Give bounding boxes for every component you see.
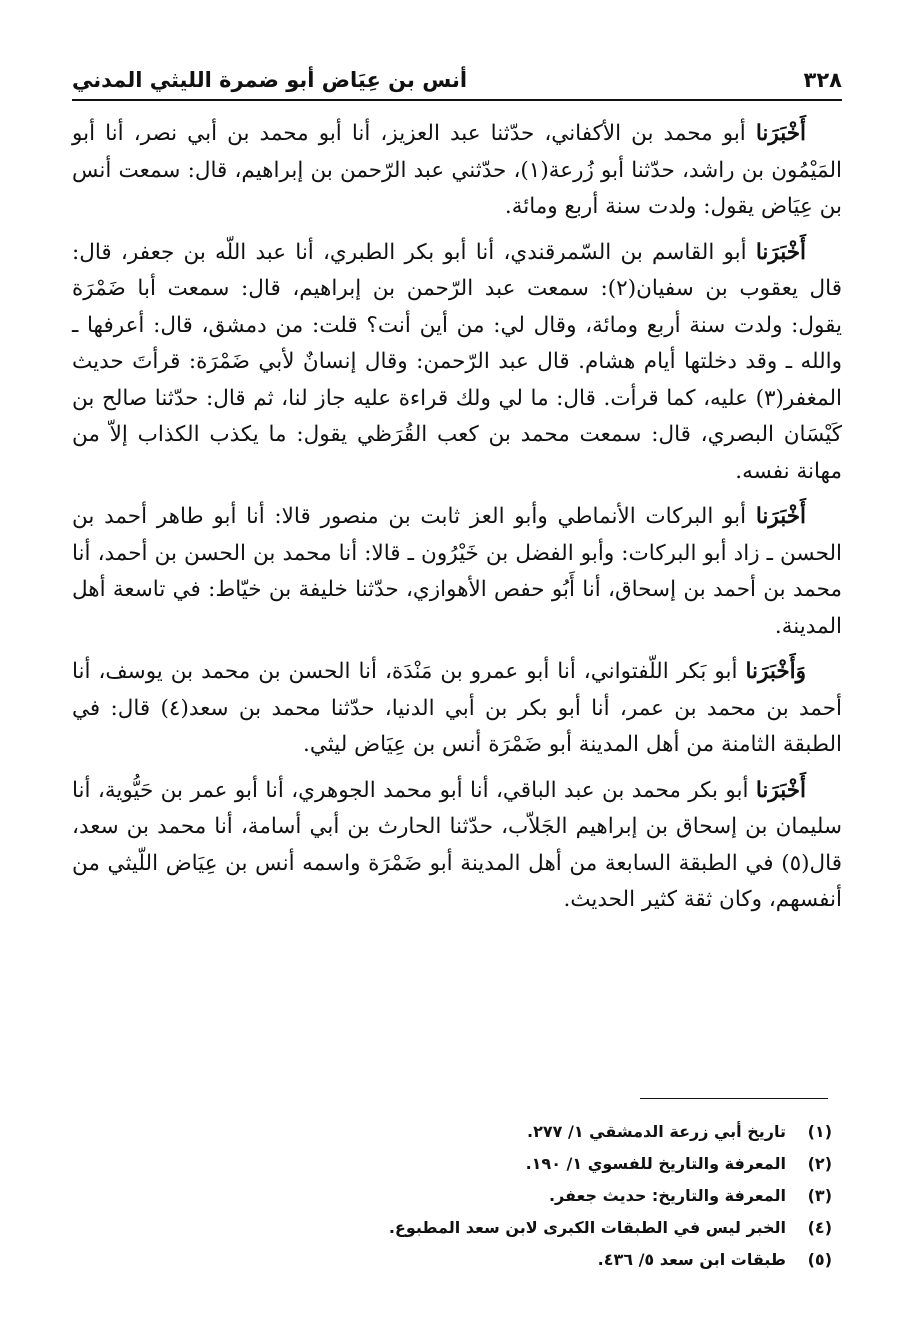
footnote-text: تاريخ أبي زرعة الدمشقي ١/ ٢٧٧. [527,1122,786,1141]
footnote [72,1180,842,1212]
paragraph [72,499,842,645]
footnote-number: (٣) [807,1186,832,1205]
running-title: أنس بن عِيَاض أبو ضمرة الليثي المدني [72,68,468,92]
paragraph-text: أبو القاسم بن السّمرقندي، أنا أبو بكر الطبري، أنا عبد اللّه بن جعفر، قال: قال يعقوب بن سفيان(٢): سمعت عبد الرّحمن بن إبراهيم، قال: سمعت أبا ضَمْرَة يقول: ولدت سنة أربع ومائة، وقال لي: من أين أنت؟ قلت: من دمشق، قال: أعرفها ـ والله ـ وقد دخلتها أيام هشام. قال عبد الرّحمن: وقال إنسانٌ لأبي ضَمْرَة: قرأتَ حديث المغفر(٣) عليه، كما قرأت. قال: ما لي ولك قراءة عليه جاز لنا، ثم قال: حدّثنا صالح بن كَيْسَان البصري، قال: سمعت محمد بن كعب القُرَظي يقول: ما يكذب الكذاب إلاّ من مهانة نفسه. [72,239,842,484]
paragraph-lead: أَخْبَرَنا [755,121,806,146]
paragraph [72,654,842,764]
page-number: ٣٢٨ [803,68,842,92]
paragraph-lead: أَخْبَرَنا [755,239,806,265]
page-header [72,58,842,92]
footnote [72,1212,842,1244]
footnote-number: (١) [807,1122,832,1141]
paragraph-text: أبو البركات الأنماطي وأبو العز ثابت بن منصور قالا: أنا أبو طاهر أحمد بن الحسن ـ زاد أبو البركات: وأبو الفضل بن خَيْرُون ـ قالا: أنا محمد بن الحسن بن أحمد، أنا محمد بن أحمد بن إسحاق، أنا أَبُو حفص الأهوازي، حدّثنا خليفة بن خيّاط: في تاسعة أهل المدينة. [72,504,842,639]
paragraph [72,116,842,226]
footnote-text: الخبر ليس في الطبقات الكبرى لابن سعد المطبوع. [388,1218,786,1237]
paragraph-lead: أَخْبَرَنا [755,777,806,803]
footnote-number: (٢) [807,1154,832,1173]
footnote-rule [640,1098,828,1099]
footnote [72,1244,842,1276]
paragraph [72,235,842,491]
footnote [72,1148,842,1180]
footnote-text: طبقات ابن سعد ٥/ ٤٣٦. [597,1250,786,1269]
paragraph-text: أبو بكر محمد بن عبد الباقي، أنا أبو محمد الجوهري، أنا أبو عمر بن حَيُّوية، أنا سليمان بن إسحاق بن إبراهيم الجَلاّب، حدّثنا الحارث بن أبي أسامة، أنا محمد بن سعد، قال(٥) في الطبقة السابعة من أهل المدينة أبو ضَمْرَة واسمه أنس بن عِيَاض اللّيثي من أنفسهم، وكان ثقة كثير الحديث. [72,777,842,912]
paragraph-lead: أَخْبَرَنا [755,504,806,529]
footnote [72,1116,842,1148]
footnote-number: (٤) [807,1218,832,1237]
paragraph [72,773,842,919]
paragraph-lead: وَأَخْبَرَنا [745,659,806,684]
paragraph-text: أبو محمد بن الأكفاني، حدّثنا عبد العزيز، أنا أبو محمد بن أبي نصر، أنا أبو المَيْمُون بن راشد، حدّثنا أبو زُرعة(١)، حدّثني عبد الرّحمن بن إبراهيم، قال: سمعت أنس بن عِيَاض يقول: ولدت سنة أربع ومائة. [72,121,842,219]
footnote-text: المعرفة والتاريخ للفسوي ١/ ١٩٠. [525,1154,786,1173]
footnote-number: (٥) [807,1250,832,1269]
footnotes [72,1116,842,1276]
main-text [72,116,842,928]
header-rule [72,99,842,101]
paragraph-text: أبو بَكر اللّفتواني، أنا أبو عمرو بن مَنْدَة، أنا الحسن بن محمد بن يوسف، أنا أحمد بن محمد بن عمر، أنا أبو بكر بن أبي الدنيا، حدّثنا محمد بن سعد(٤) قال: في الطبقة الثامنة من أهل المدينة أبو ضَمْرَة أنس بن عِيَاض ليثي. [72,659,842,757]
footnote-text: المعرفة والتاريخ: حديث جعفر. [548,1186,786,1205]
